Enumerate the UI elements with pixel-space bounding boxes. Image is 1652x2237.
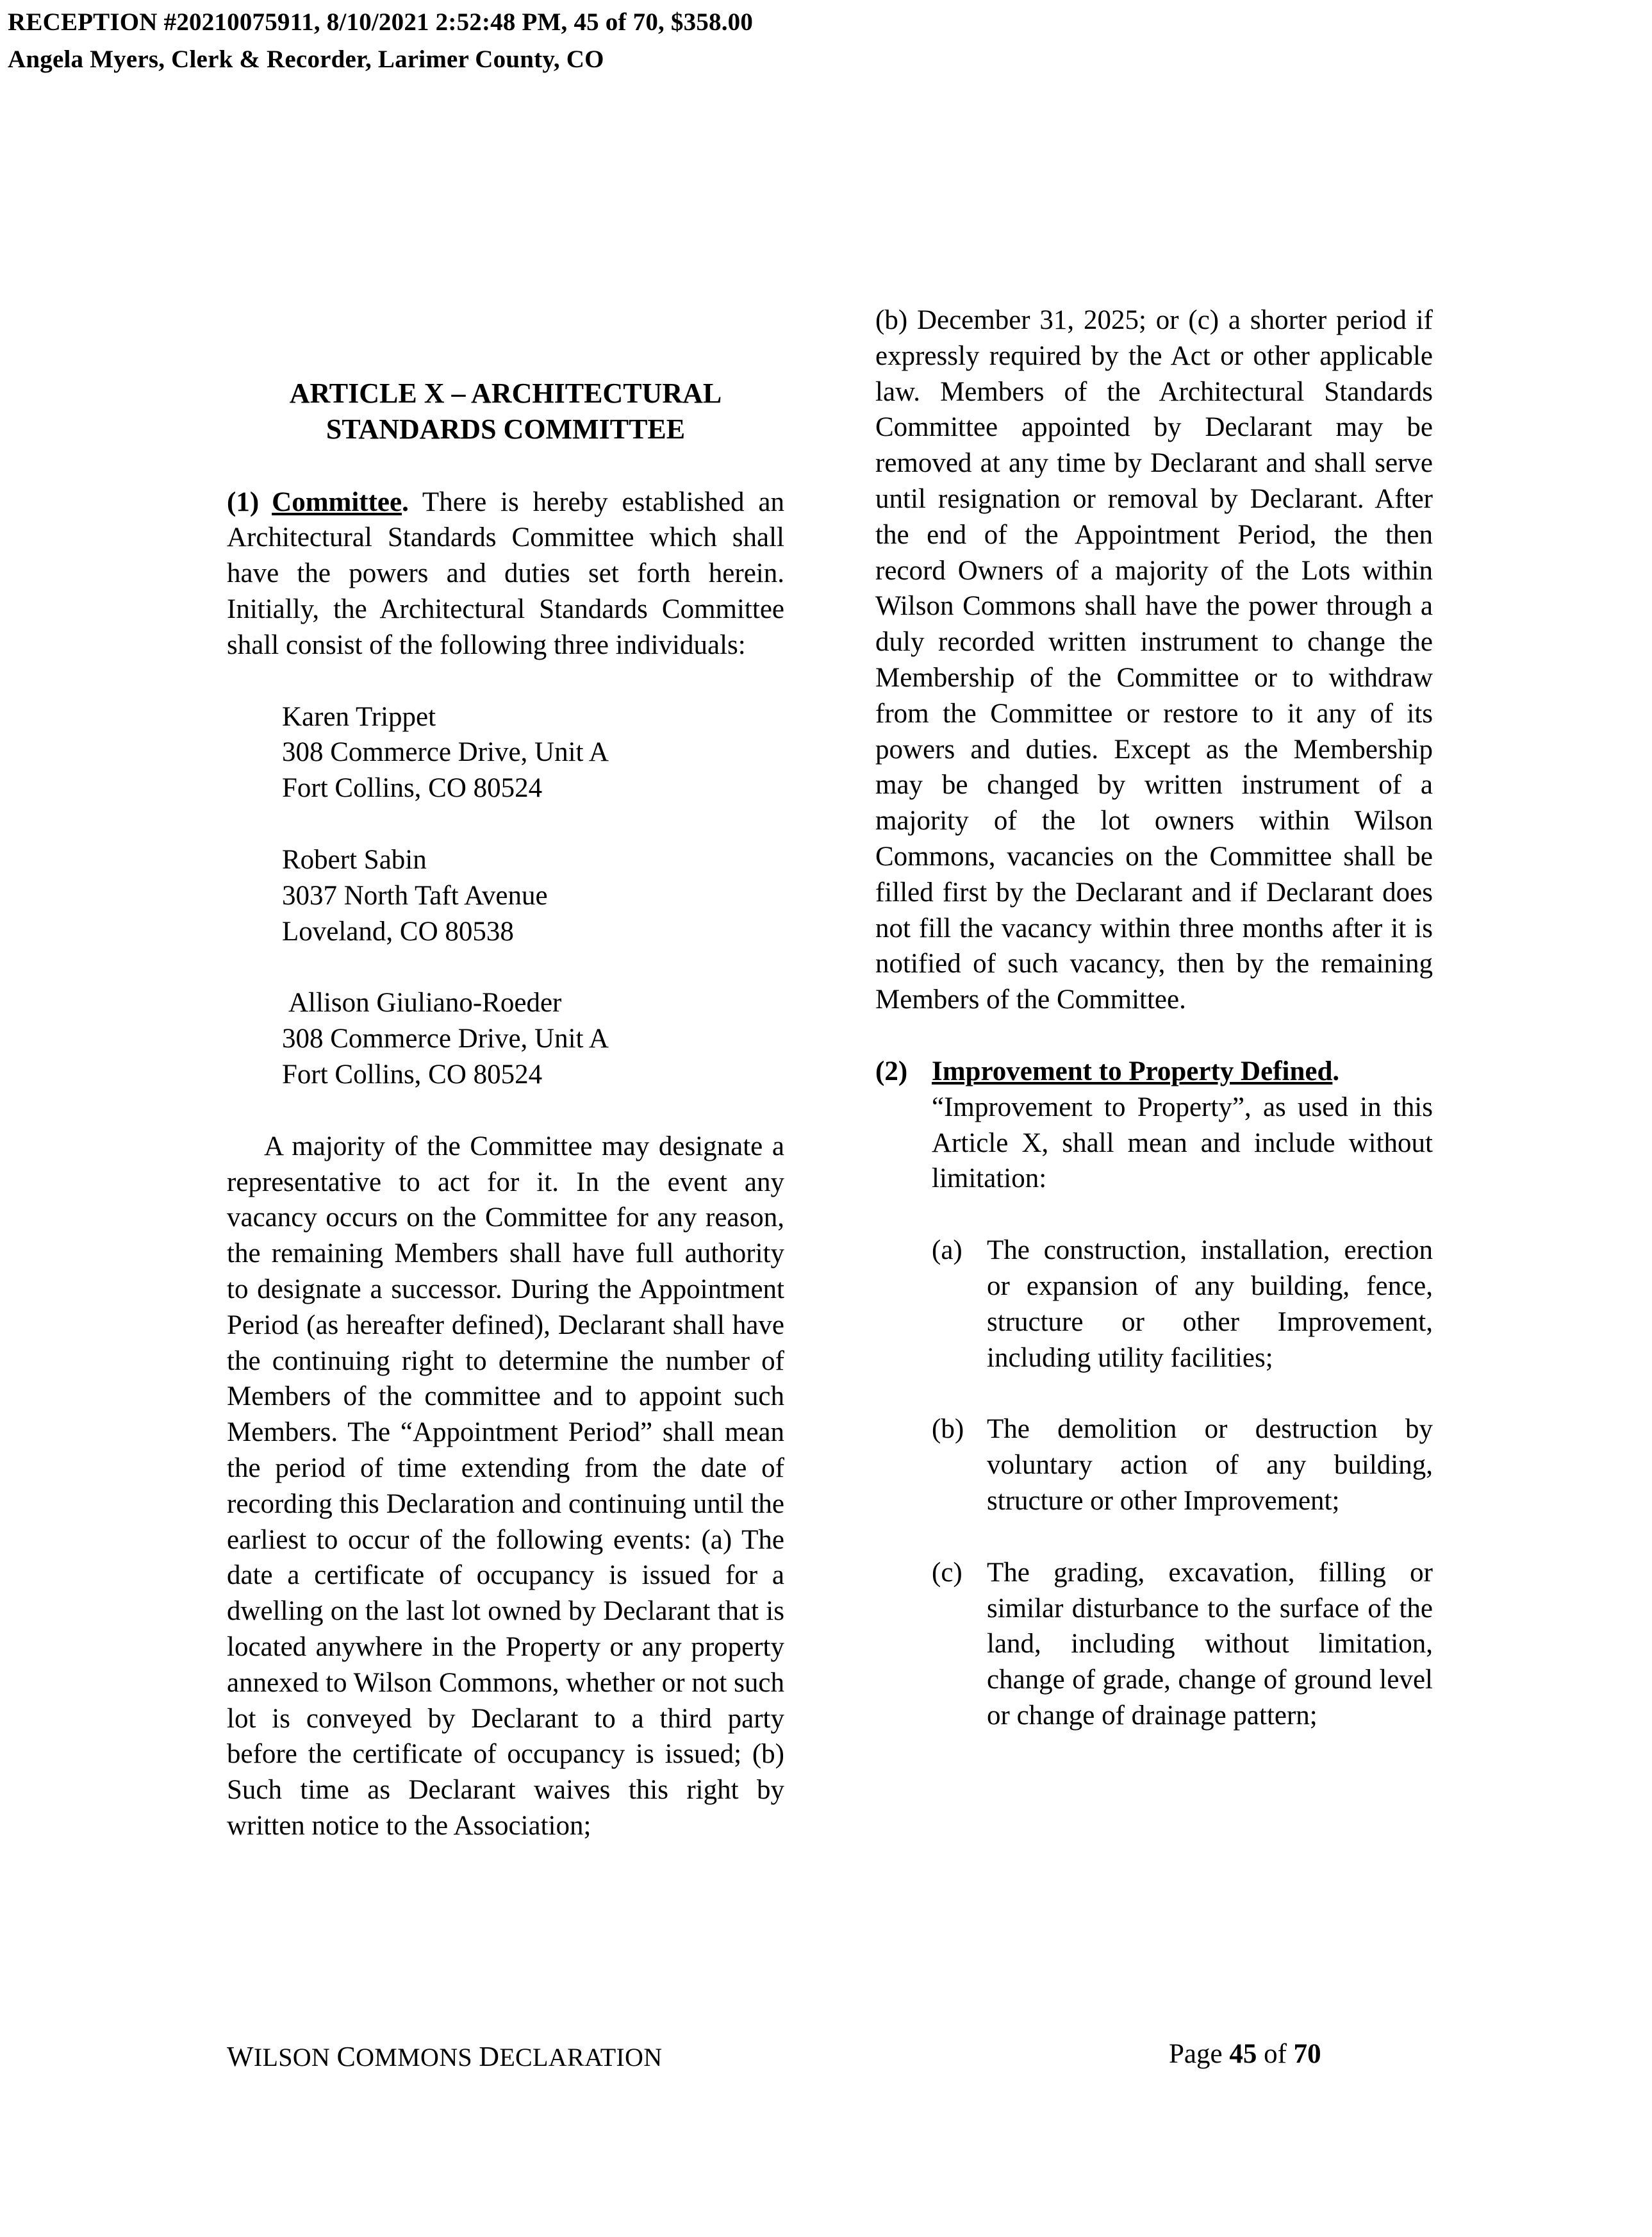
member-name: Allison Giuliano-Roeder: [288, 988, 562, 1019]
committee-member-1: [227, 699, 784, 806]
committee-member-3: [227, 985, 784, 1092]
list-item: [932, 1555, 1433, 1734]
section-2-number: (2): [875, 1056, 908, 1086]
footer-title-c: C: [336, 2041, 356, 2072]
member-street: 308 Commerce Drive, Unit A: [282, 737, 609, 768]
section-2-intro: “Improvement to Property”, as used in this Article X, shall mean and include without limitation:: [932, 1092, 1433, 1194]
page-of: of: [1264, 2039, 1287, 2069]
left-column: [227, 300, 784, 1844]
list-item-text: The demolition or destruction by voluntary action of any building, structure or other Improvement;: [987, 1414, 1433, 1516]
section-2-body: [932, 1054, 1433, 1197]
right-column: [875, 300, 1433, 1734]
member-street: 3037 North Taft Avenue: [282, 880, 548, 911]
list-item-label: (c): [932, 1557, 962, 1588]
member-city: Loveland, CO 80538: [282, 916, 514, 947]
article-title: [227, 376, 784, 447]
list-item-label: (b): [932, 1414, 964, 1445]
section-1-number: (1): [227, 486, 260, 517]
recording-stamp: [8, 4, 753, 78]
article-title-line1: ARTICLE X – ARCHITECTURAL: [289, 378, 722, 409]
footer-document-title: [227, 2041, 662, 2074]
page-current: 45: [1229, 2039, 1257, 2069]
footer-title-w: W: [227, 2041, 254, 2072]
member-street: 308 Commerce Drive, Unit A: [282, 1024, 609, 1054]
member-city: Fort Collins, CO 80524: [282, 773, 543, 804]
section-1-paragraph: A majority of the Committee may designate a representative to act for it. In the event any vacancy occurs on the Committee for any reason, the remaining Members shall have full authority to designate a successor. During the Appointment Period (as hereafter defined), Declarant shall have the continuing right to determine the number of Members of the committee and to appoint such Members. The “Appointment Period” shall mean the period of time extending from the date of recording this Declaration and continuing until the earliest to occur of the following events: (a) The date a certificate of occupancy is issued for a dwelling on the last lot owned by Declarant that is located anywhere in the Property or any property annexed to Wilson Commons, whether or not such lot is conveyed by Declarant to a third party before the certificate of occupancy is issued; (b) Such time as Declarant waives this right by written notice to the Association;: [227, 1131, 784, 1841]
page-prefix: Page: [1169, 2039, 1223, 2069]
member-name: Robert Sabin: [282, 844, 427, 875]
list-item-text: The grading, excavation, filling or similar disturbance to the surface of the land, including without limitation, change of grade, change of ground level or change of drainage pattern;: [987, 1557, 1433, 1731]
member-name: Karen Trippet: [282, 701, 436, 732]
page-number: [1169, 2038, 1321, 2070]
footer-title-ilson: ILSON: [253, 2043, 331, 2072]
section-2-heading: Improvement to Property Defined: [932, 1056, 1333, 1086]
footer-title-d: D: [479, 2041, 500, 2072]
list-item-text: The construction, installation, erection or expansion of any building, fence, structure or other Improvement, including utility facilities;: [987, 1235, 1433, 1373]
member-city: Fort Collins, CO 80524: [282, 1059, 543, 1090]
list-item: [932, 1411, 1433, 1518]
section-2-heading-period: .: [1332, 1056, 1340, 1086]
committee-member-2: [227, 842, 784, 949]
reception-line: RECEPTION #20210075911, 8/10/2021 2:52:48 PM, 45 of 70, $358.00: [8, 8, 754, 36]
section-1-continuation: (b) December 31, 2025; or (c) a shorter period if expressly required by the Act or other applicable law. Members of the Architectural Standards Committee appointed by Declarant may be removed at any time by Declarant and shall serve until resignation or removal by Declarant. After the end of the Appointment Period, the then record Owners of a majority of the Lots within Wilson Commons shall have the power through a duly recorded written instrument to change the Membership of the Committee or to withdraw from the Committee or restore to it any of its powers and duties. Except as the Membership may be changed by written instrument of a majority of the lot owners within Wilson Commons, vacancies on the Committee shall be filled first by the Declarant and if Declarant does not fill the vacancy within three months after it is notified of such vacancy, then by the remaining Members of the Committee.: [875, 305, 1433, 1015]
list-item: [932, 1233, 1433, 1376]
list-item-label: (a): [932, 1235, 962, 1266]
section-1-heading: Committee: [272, 486, 402, 517]
footer-title-ommons: OMMONS: [356, 2043, 472, 2072]
section-1-intro: [227, 485, 784, 663]
page-total: 70: [1293, 2039, 1321, 2069]
footer-title-eclaration: ECLARATION: [499, 2043, 663, 2072]
recorder-line: Angela Myers, Clerk & Recorder, Larimer County, CO: [8, 46, 604, 73]
section-1-heading-period: .: [402, 486, 409, 517]
section-1-intro-text: There is hereby established an Architectural Standards Committee which shall have the powers and duties set forth herein. Initially, the Architectural Standards Committee shall consist of the following three individuals:: [227, 486, 784, 660]
section-2: [875, 1054, 1433, 1197]
article-title-line2: STANDARDS COMMITTEE: [326, 413, 686, 445]
